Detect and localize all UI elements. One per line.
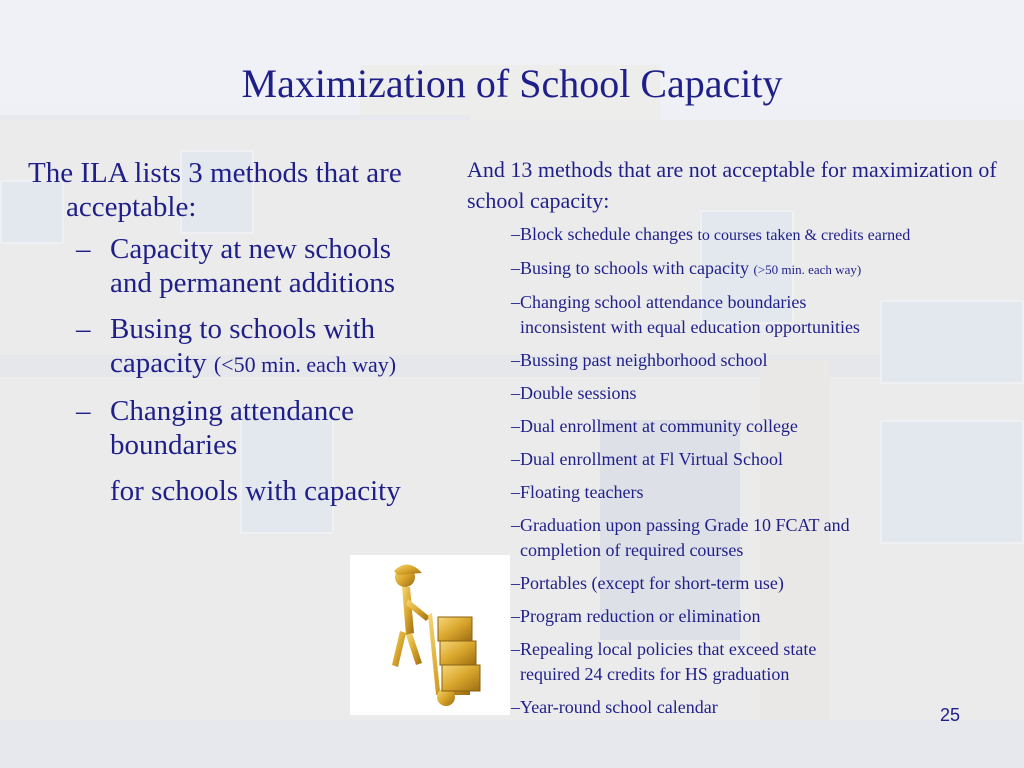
slide-title: Maximization of School Capacity (241, 61, 783, 106)
list-item: –Dual enrollment at Fl Virtual School (511, 449, 784, 469)
not-acceptable-intro: And 13 methods that are not acceptable for maximization of school capacity: (467, 157, 997, 213)
item-text: Busing to schools with capacity (110, 313, 376, 379)
list-item: – Busing to schools with capacity (<50 min. each way) (76, 313, 397, 379)
list-item: –Double sessions (511, 383, 637, 403)
list-continuation: for schools with capacity (110, 475, 401, 507)
acceptable-methods (28, 156, 428, 508)
item-text: Capacity at new schools and permanent additions (110, 233, 396, 299)
list-item: –Graduation upon passing Grade 10 FCAT and completion of required courses (511, 515, 850, 560)
list-item: –Year-round school calendar (511, 697, 718, 717)
list-item: –Portables (except for short-term use) (511, 573, 784, 593)
list-item: –Program reduction or elimination (511, 606, 761, 626)
list-item: – Capacity at new schools and permanent additions (76, 233, 396, 299)
not-acceptable-methods (467, 154, 1019, 728)
acceptable-lead: The ILA lists 3 methods that are acceptable: (28, 157, 402, 223)
list-item: –Block schedule changes to courses taken & credits earned (511, 224, 911, 244)
item-text: Changing attendance boundaries (110, 395, 354, 461)
not-acceptable-list (467, 222, 1019, 720)
list-item: –Repealing local policies that exceed state required 24 credits for HS graduation (511, 639, 817, 684)
list-item: –Floating teachers (511, 482, 644, 502)
list-item: –Dual enrollment at community college (511, 416, 798, 436)
list-item: –Busing to schools with capacity (>50 min. each way) (511, 258, 862, 278)
list-item: –Bussing past neighborhood school (511, 350, 768, 370)
item-note: (<50 min. each way) (213, 352, 397, 377)
page-number: 25 (940, 705, 961, 725)
acceptable-list (28, 232, 428, 462)
gold-figure-hand-truck-image (350, 555, 510, 715)
list-item: –Changing school attendance boundaries inconsistent with equal education opportunities (511, 292, 860, 337)
hand-truck-boxes-icon (350, 555, 510, 715)
list-item: – Changing attendance boundaries (76, 395, 354, 461)
